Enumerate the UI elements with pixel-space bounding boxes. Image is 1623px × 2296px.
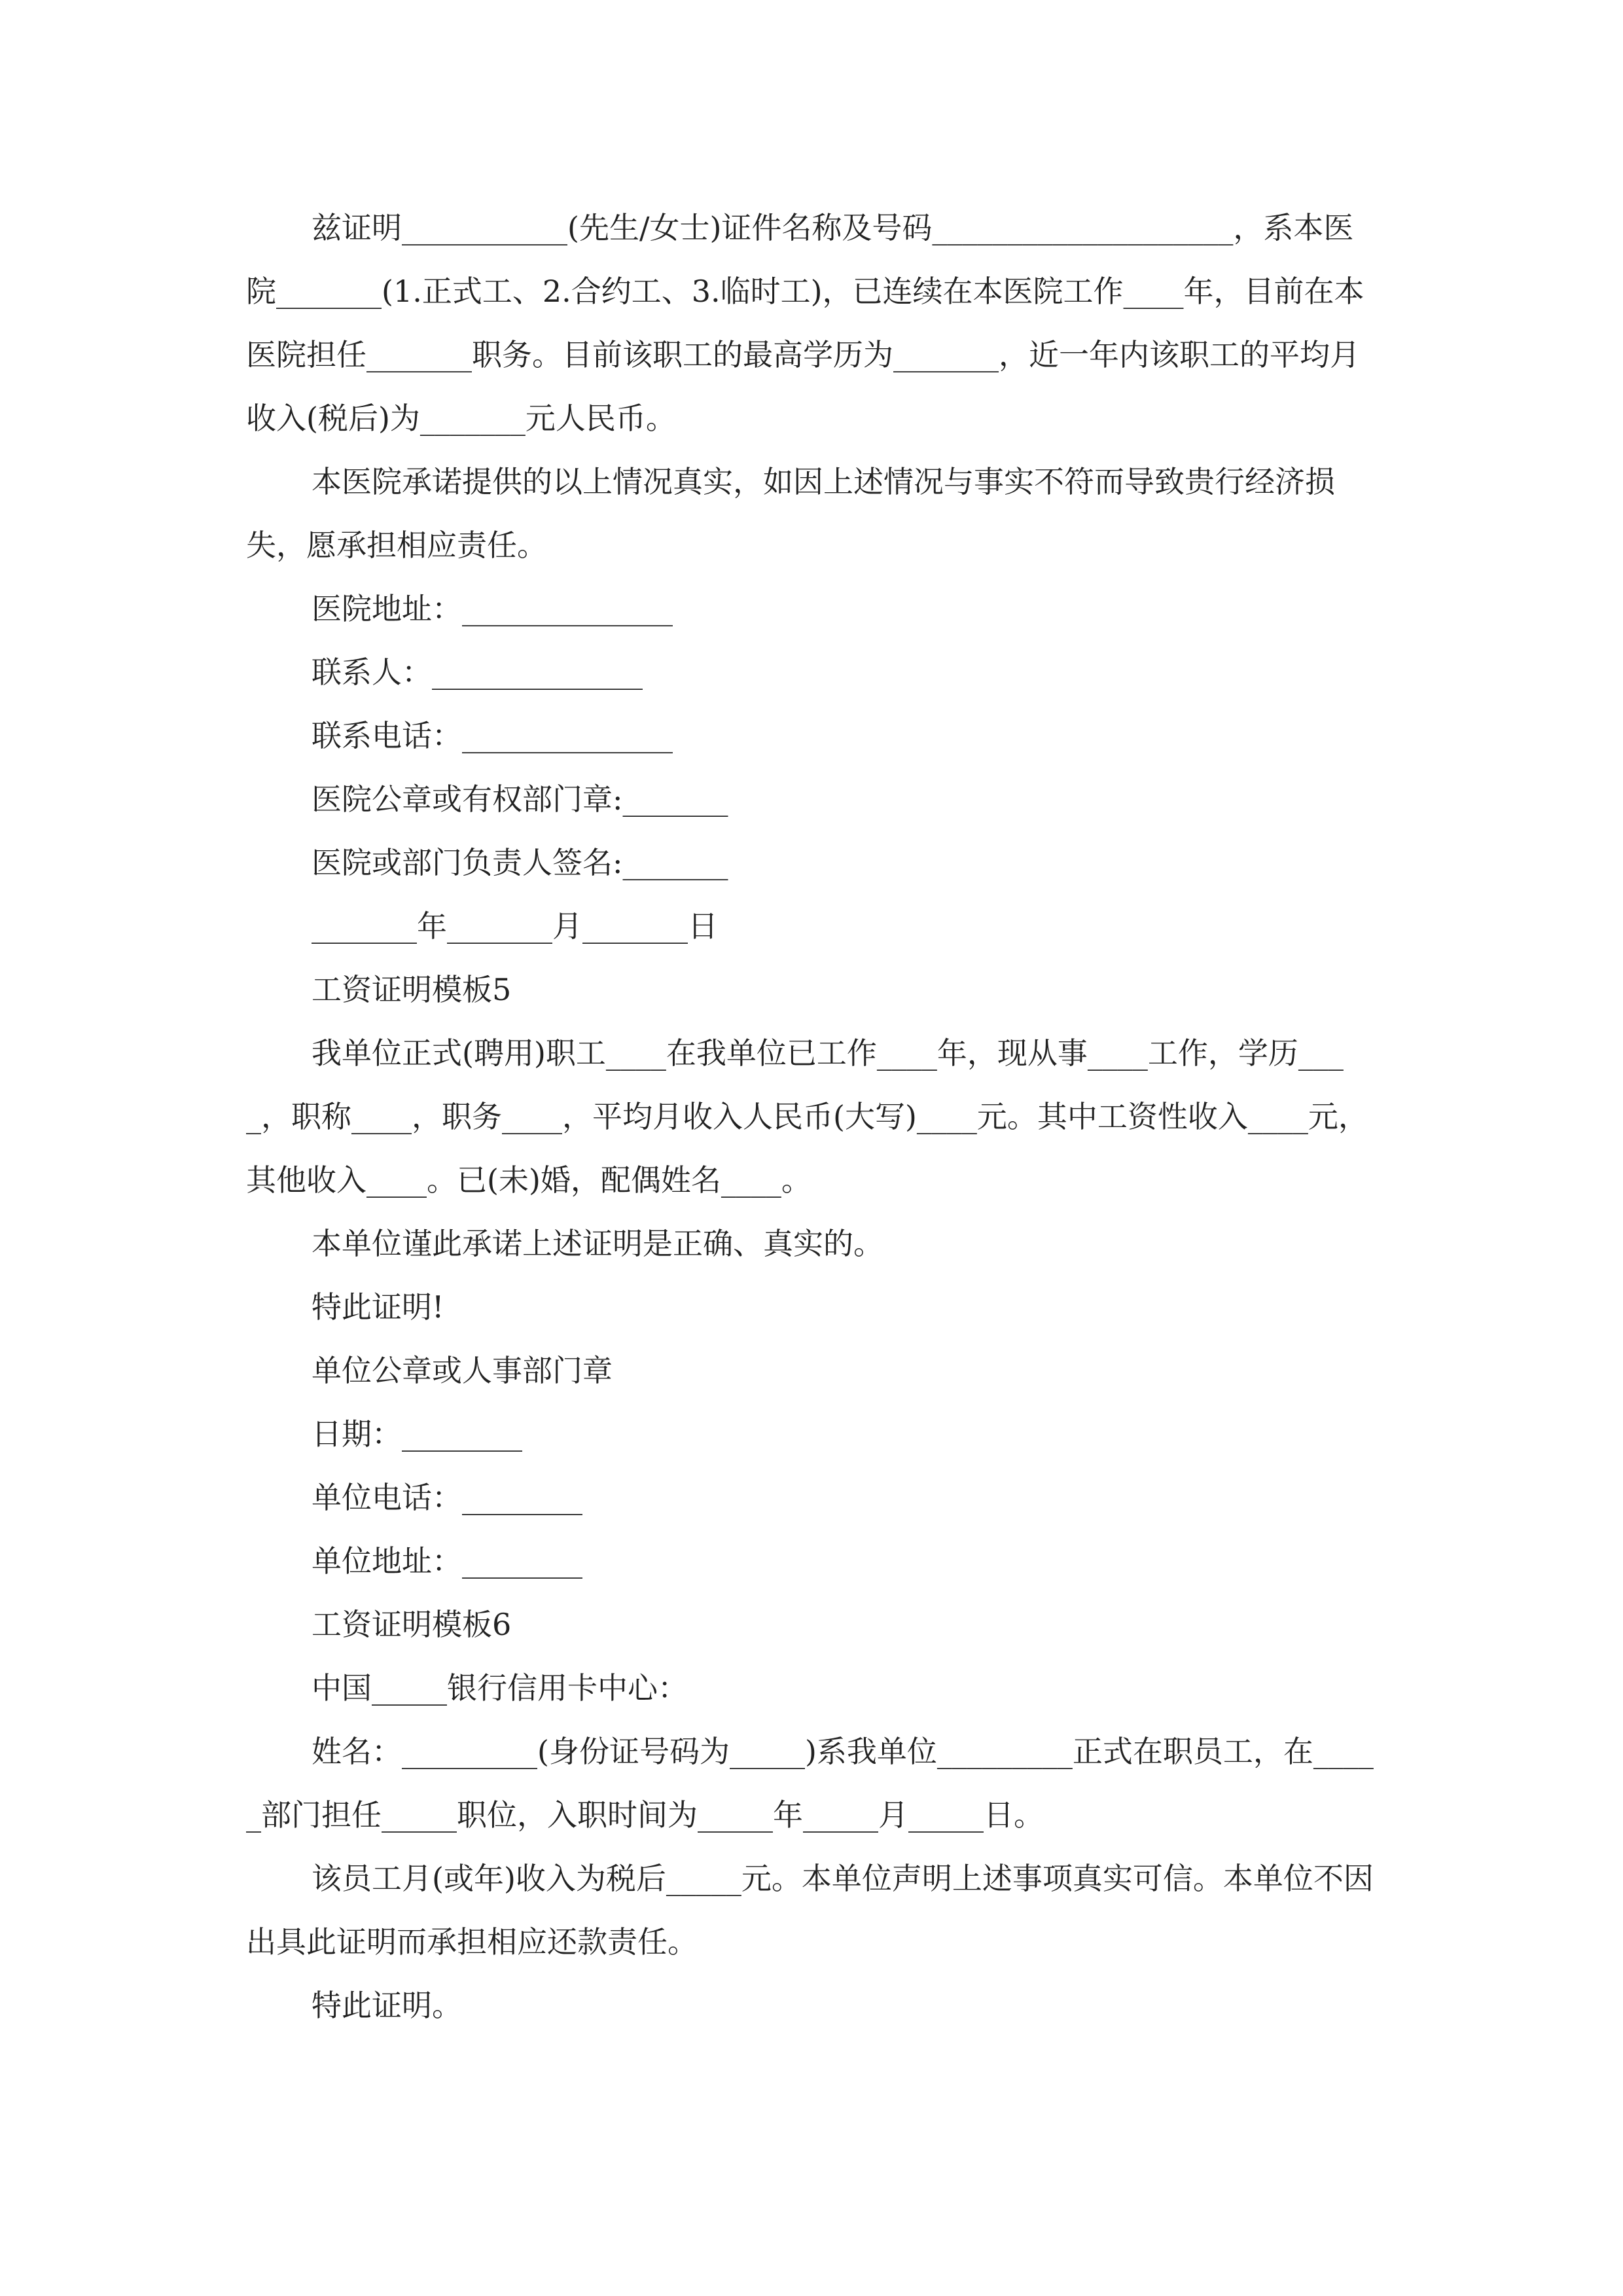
template-6-closing: 特此证明。: [312, 1988, 462, 2023]
hospital-commitment-paragraph: 本医院承诺提供的以上情况真实，如因上述情况与事实不符而导致贵行经济损失，愿承担相应责任。: [246, 464, 1335, 563]
template-5-body: 我单位正式(聘用)职工____在我单位已工作____年，现从事____工作，学历____，职称____，职务____，平均月收入人民币(大写)____元。其中工资性收入____元，其他收入____。已(未)婚，配偶姓名____。: [246, 1035, 1368, 1198]
contact-person-line: 联系人：______________: [312, 655, 643, 690]
template-6-heading: 工资证明模板6: [312, 1607, 512, 1642]
hospital-seal-line: 医院公章或有权部门章:_______: [312, 781, 728, 817]
unit-phone-line: 单位电话：________: [312, 1480, 582, 1515]
date-field-line: 日期：________: [312, 1416, 522, 1452]
addressee-line: 中国_____银行信用卡中心：: [312, 1670, 688, 1706]
template-5-closing: 特此证明!: [312, 1289, 444, 1325]
document-page: [246, 196, 1378, 2037]
hospital-address-line: 医院地址：______________: [312, 591, 673, 626]
hospital-certificate-paragraph: 兹证明___________(先生/女士)证件名称及号码____________________，系本医院_______(1.正式工、2.合约工、3.临时工)，已连续在本医院工作____年，目前在本医院担任_______职务。目前该职工的最高学历为_______，近一年内该职工的平均月收入(税后)为_______元人民币。: [246, 210, 1364, 436]
unit-address-line: 单位地址：________: [312, 1543, 582, 1579]
template-5-commitment: 本单位谨此承诺上述证明是正确、真实的。: [312, 1226, 883, 1261]
unit-seal-line: 单位公章或人事部门章: [312, 1353, 613, 1388]
template-5-heading: 工资证明模板5: [312, 972, 512, 1007]
hospital-signature-line: 医院或部门负责人签名:_______: [312, 845, 728, 880]
contact-phone-line: 联系电话：______________: [312, 718, 673, 753]
template-6-income: 该员工月(或年)收入为税后_____元。本单位声明上述事项真实可信。本单位不因出具此证明而承担相应还款责任。: [246, 1861, 1374, 1960]
date-line: _______年_______月_______日: [312, 908, 718, 944]
template-6-body: 姓名：_________(身份证号码为_____)系我单位_________正式在职员工，在_____部门担任_____职位，入职时间为_____年_____月_____日。: [246, 1734, 1374, 1833]
